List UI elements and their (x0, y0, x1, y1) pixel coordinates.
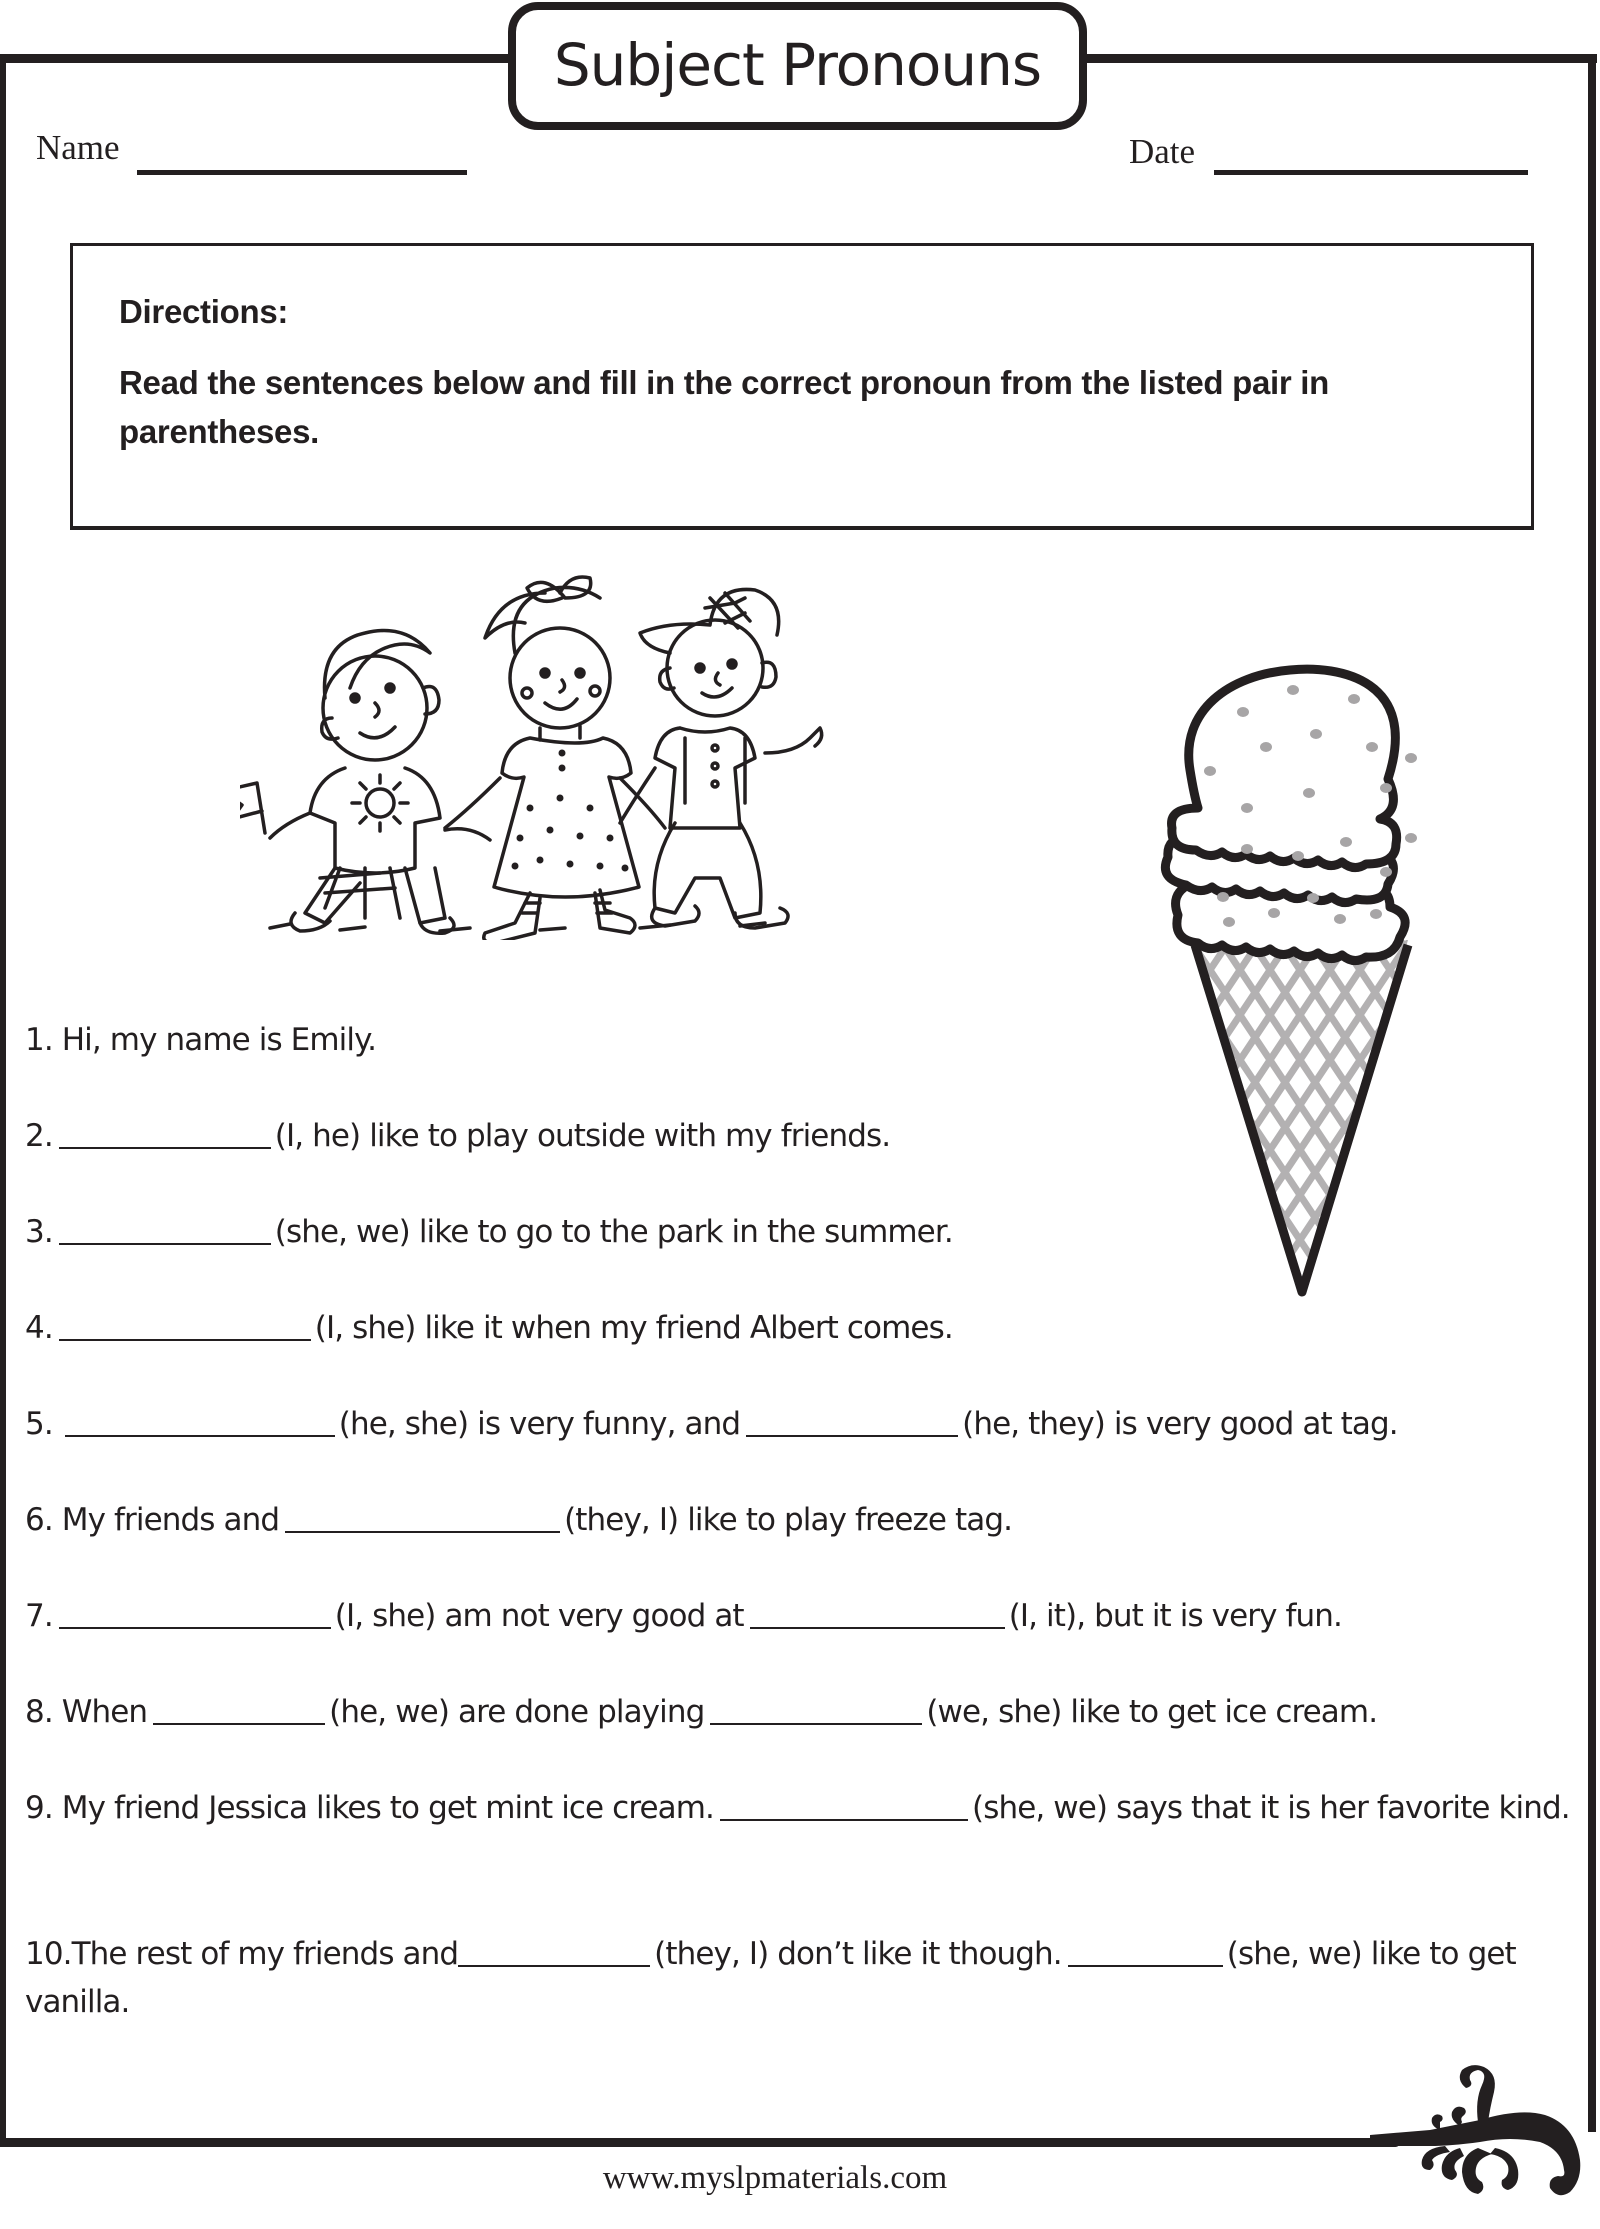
footer-url: www.myslpmaterials.com (602, 2160, 948, 2196)
answer-blank[interactable] (458, 1935, 650, 1967)
directions-text: Read the sentences below and fill in the correct pronoun from the listed pair in parentheses. (119, 364, 1330, 450)
answer-blank[interactable] (285, 1501, 560, 1533)
frame-right-border (1588, 54, 1596, 2132)
answer-blank[interactable] (59, 1213, 271, 1245)
answer-blank[interactable] (1068, 1935, 1223, 1967)
name-field[interactable] (137, 170, 467, 175)
answer-blank[interactable] (59, 1117, 271, 1149)
question-5: 5. (he, she) is very funny, and (he, they) is very good at tag. (25, 1406, 1398, 1442)
answer-blank[interactable] (65, 1405, 335, 1437)
frame-bottom-border (0, 2138, 1400, 2147)
answer-blank[interactable] (59, 1309, 311, 1341)
question-9: 9. My friend Jessica likes to get mint ice cream. (she, we) says that it is her favorite kind. (25, 1790, 1570, 1826)
answer-blank[interactable] (746, 1405, 958, 1437)
answer-blank[interactable] (59, 1597, 331, 1629)
ice-cream-cone-icon (1150, 660, 1450, 1305)
page-title: Subject Pronouns (553, 31, 1042, 99)
date-field[interactable] (1214, 170, 1528, 175)
question-10: 10.The rest of my friends and (they, I) don’t like it though. (she, we) like to get vanilla. (25, 1936, 1516, 2020)
answer-blank[interactable] (720, 1789, 968, 1821)
question-8: 8. When (he, we) are done playing (we, she) like to get ice cream. (25, 1694, 1378, 1730)
frame-top-border-left (0, 54, 512, 63)
name-label: Name (36, 128, 120, 167)
question-6: 6. My friends and (they, I) like to play freeze tag. (25, 1502, 1013, 1538)
question-1: 1. Hi, my name is Emily. (25, 1022, 377, 1058)
date-label: Date (1129, 132, 1196, 171)
frame-left-border (0, 54, 6, 2147)
question-7: 7. (I, she) am not very good at (I, it), but it is very fun. (25, 1598, 1343, 1634)
question-3: 3. (she, we) like to go to the park in the summer. (25, 1214, 953, 1250)
title-box (508, 2, 1087, 130)
question-4: 4. (I, she) like it when my friend Albert comes. (25, 1310, 953, 1346)
frame-top-border-right (1083, 54, 1597, 63)
answer-blank[interactable] (710, 1693, 922, 1725)
children-holding-hands-icon (240, 568, 860, 940)
question-2: 2. (I, he) like to play outside with my friends. (25, 1118, 891, 1154)
directions-heading: Directions: (119, 293, 289, 330)
answer-blank[interactable] (153, 1693, 325, 1725)
answer-blank[interactable] (750, 1597, 1005, 1629)
